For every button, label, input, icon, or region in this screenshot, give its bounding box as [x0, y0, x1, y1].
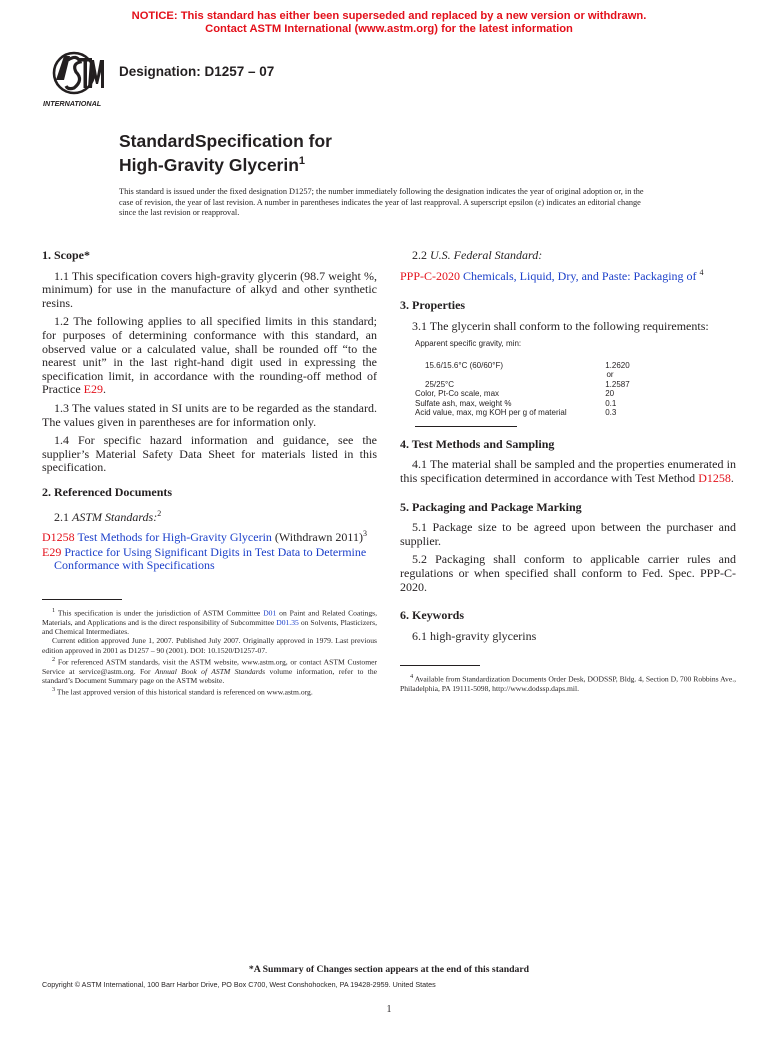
ref-ppp-c-2020 [400, 266, 736, 284]
ref-e29 [42, 546, 377, 573]
fn1-b: on Paint and Related Coatings, Materials, and Applications and is the direct responsibility of Subcommittee [42, 608, 377, 627]
federal-standard-label [412, 249, 736, 263]
prop-value: 20 [605, 389, 615, 399]
table-row [415, 408, 655, 418]
prop-label: Apparent specific gravity, min: [415, 339, 522, 349]
prop-label: 25/25°C [425, 379, 454, 389]
d1258-sup: 3 [362, 529, 367, 539]
link-ppp-code[interactable]: PPP-C-2020 [400, 268, 461, 283]
link-d1258-title[interactable]: Test Methods for High-Gravity Glycerin [74, 530, 272, 545]
astm-standards-text: ASTM Standards: [72, 509, 158, 524]
scope-1-2-end: . [103, 382, 106, 397]
ref-d1258 [42, 527, 377, 545]
page-number: 1 [386, 1004, 392, 1015]
packaging-5-2: 5.2 Packaging shall conform to applicable carrier rules and regulations or when specified shall conform to Fed. Spec. PPP-C-2020. [400, 552, 736, 594]
footnote-1-edition: Current edition approved June 1, 2007. Published July 2007. Originally approved in 1979. Last previous edition approved in 2001 as D1257 – 90 (2001). DOI: 10.1520/D1257-07. [42, 636, 377, 655]
section-packaging-heading: 5. Packaging and Package Marking [400, 499, 582, 514]
title-line-2-text: High-Gravity Glycerin [119, 154, 299, 175]
packaging-5-1: 5.1 Package size to be agreed upon between the purchaser and supplier. [400, 520, 736, 548]
fn1-c: on Solvents, Plasticizers, and Chemical Intermediates. [42, 617, 377, 636]
table-row [415, 380, 655, 390]
fn1-a: This specification is under the jurisdiction of ASTM Committee [55, 608, 264, 618]
section-scope-heading: 1. Scope* [42, 248, 90, 262]
table-row [415, 370, 655, 380]
fn1-sup: 1 [52, 606, 56, 614]
footnote-4 [400, 672, 736, 693]
right-column [400, 249, 736, 694]
fn2-a: For referenced ASTM standards, visit the ASTM website, www.astm.org, or contact ASTM Customer Service at service@astm.org. For [42, 657, 377, 676]
astm-standards-number: 2.1 [54, 509, 72, 524]
astm-logo [42, 50, 112, 110]
federal-standard-number: 2.2 [412, 248, 430, 262]
prop-label: Sulfate ash, max, weight % [415, 398, 512, 408]
footnote-divider [400, 665, 480, 666]
left-column [42, 249, 377, 697]
table-row [415, 361, 655, 371]
fn2-sup: 2 [52, 655, 56, 663]
astm-standards-label [54, 507, 377, 525]
designation: Designation: D1257 – 07 [119, 64, 275, 79]
prop-value: 1.2587 [605, 379, 630, 389]
fn4-text: Available from Standardization Documents Order Desk, DODSSP, Bldg. 4, Section D, 700 Robbins Ave., Philadelphia, PA 19111-5098, http://www.dodssp.daps.mil. [400, 674, 736, 694]
table-row [415, 399, 655, 409]
ppp-sup: 4 [699, 267, 704, 277]
prop-label: Color, Pt-Co scale, max [415, 389, 500, 399]
fn2-b: volume information, refer to the standard’s Document Summary page on the ASTM website. [42, 666, 378, 686]
properties-3-1: 3.1 The glycerin shall conform to the following requirements: [412, 318, 709, 333]
notice-line-2: Contact ASTM International (www.astm.org) for the latest information [205, 22, 573, 35]
table-row [415, 339, 655, 349]
prop-label: 15.6/15.6°C (60/60°F) [425, 360, 503, 370]
scope-1-2-text: 1.2 The following applies to all specified limits in this standard; for purposes of determining conformance with this standard, an observed value or a calculated value, shall be rounded off “to the nearest unit” in the last right-hand digit used in expressing the specification limit, in accordance with the rounding-off method of Practice [42, 314, 377, 397]
fn3-text: The last approved version of this historical standard is referenced on www.astm.org. [55, 687, 313, 697]
link-d01[interactable]: D01 [263, 608, 277, 618]
section-keywords-heading: 6. Keywords [400, 608, 464, 623]
link-e29-title[interactable]: Practice for Using Significant Digits in Test Data to Determine Conformance with Specifications [54, 544, 367, 573]
fn4-sup: 4 [410, 673, 414, 681]
astm-standards-sup: 2 [157, 508, 162, 518]
prop-value: 1.2620 [605, 360, 630, 370]
testmethods-4-1-end: . [730, 471, 734, 486]
d1258-withdrawn: (Withdrawn 2011) [271, 530, 363, 545]
federal-standard-text: U.S. Federal Standard: [430, 248, 543, 262]
prop-value: 0.1 [605, 398, 617, 408]
issuance-statement: This standard is issued under the fixed designation D1257; the number immediately following the designation indicates the year of original adoption or, in the case of revision, the year of last revision. A number in parentheses indicates the year of last reapproval. A superscript epsilon (ε) indicates an editorial change since the last revision or reapproval. [119, 187, 644, 217]
table-row [415, 389, 655, 399]
title-line-1: StandardSpecification for [119, 131, 332, 151]
scope-1-2 [42, 315, 377, 397]
notice-line-1: NOTICE: This standard has either been superseded and replaced by a new version or withdrawn. [131, 10, 647, 22]
title-footnote-ref: 1 [298, 155, 306, 167]
link-d01-35[interactable]: D01.35 [276, 617, 299, 627]
footnote-1 [42, 606, 377, 636]
testmethods-4-1 [400, 458, 736, 485]
link-e29[interactable]: E29 [83, 382, 103, 397]
title-line-2 [119, 151, 332, 175]
footnote-3 [42, 685, 377, 697]
prop-value: 0.3 [605, 408, 617, 418]
table-end-rule [415, 426, 517, 427]
summary-of-changes-note: *A Summary of Changes section appears at the end of this standard [248, 964, 530, 975]
scope-1-4: 1.4 For specific hazard information and guidance, see the supplier’s Material Safety Data Sheet for materials listed in this specification. [42, 433, 377, 475]
properties-table [415, 339, 655, 418]
prop-label: Acid value, max, mg KOH per g of material [415, 408, 567, 418]
fn2-italic: Annual Book of ASTM Standards [154, 666, 266, 676]
footnote-divider [42, 599, 122, 600]
scope-1-3: 1.3 The values stated in SI units are to be regarded as the standard. The values given in parentheses are for information only. [42, 400, 377, 429]
page-title [119, 131, 332, 175]
keywords-6-1: 6.1 high-gravity glycerins [412, 628, 537, 643]
section-refdocs-heading: 2. Referenced Documents [42, 484, 173, 499]
link-d1258-code[interactable]: D1258 [42, 530, 75, 545]
testmethods-4-1-text: 4.1 The material shall be sampled and the properties enumerated in this specification determined in accordance with Test Method [400, 457, 736, 486]
astm-logo-icon [42, 50, 112, 110]
withdrawal-notice [0, 10, 778, 35]
scope-1-1: 1.1 This specification covers high-gravity glycerin (98.7 weight %, minimum) for use in the manufacture of alkyd and other synthetic resins. [42, 268, 377, 310]
link-ppp-title[interactable]: Chemicals, Liquid, Dry, and Paste: Packaging of [460, 268, 700, 283]
prop-value: or [606, 370, 614, 380]
footnote-2 [42, 655, 377, 685]
section-testmethods-heading: 4. Test Methods and Sampling [400, 436, 555, 451]
link-d1258[interactable]: D1258 [698, 471, 731, 486]
link-e29-code[interactable]: E29 [42, 544, 62, 559]
fn3-sup: 3 [52, 686, 56, 694]
copyright-line: Copyright © ASTM International, 100 Barr Harbor Drive, PO Box C700, West Conshohocken, PA 19428-2959. United States [42, 980, 436, 989]
section-properties-heading: 3. Properties [400, 298, 466, 313]
logo-wordmark: INTERNATIONAL [43, 99, 102, 108]
